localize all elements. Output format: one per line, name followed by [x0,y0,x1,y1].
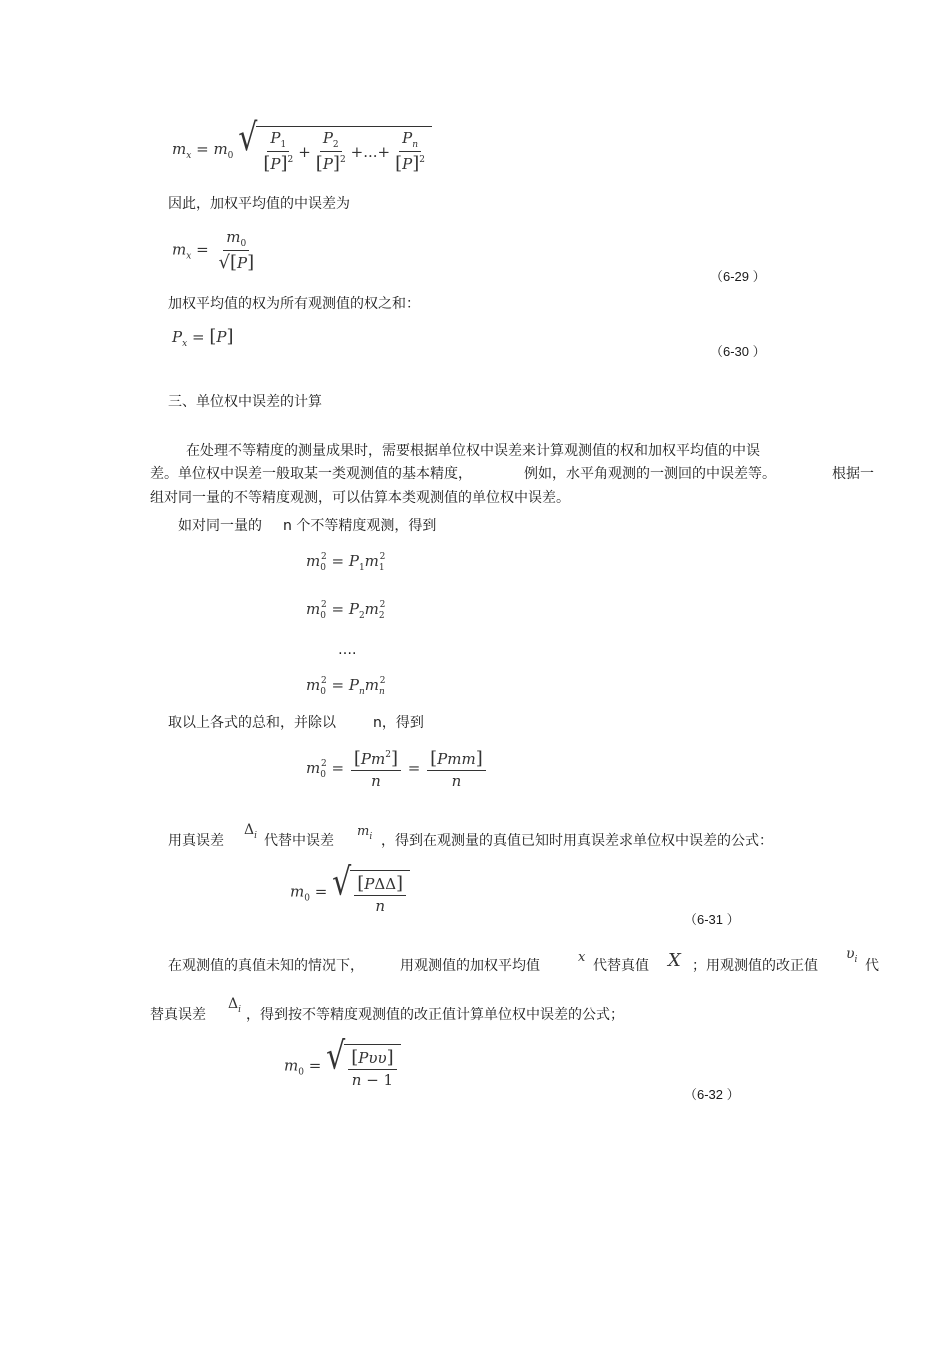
paragraph-n-observations-b: n 个不等精度观测，得到 [283,518,437,534]
symbol-m-i: $m_i$ [357,824,373,842]
paragraph-n-observations-a: 如对同一量的 [178,518,262,534]
paragraph-sum-divide-b: n，得到 [373,715,424,731]
paragraph-intro-line3: 组对同一量的不等精度观测，可以估算本类观测值的单位权中误差。 [150,490,570,506]
formula-6-31: $m_0$ = √ $\frac{\text{[PΔΔ]}}{n}$ [290,870,410,915]
section-title: 三、单位权中误差的计算 [168,394,322,410]
symbol-delta-i-2: $\Delta_i$ [228,996,242,1015]
formula-m0-p2m2: $m_0^2 = P_2m_2^2$ [306,600,386,621]
formula-6-30: $P_x = [P]$ [172,326,234,349]
paragraph-true-error-a: 用真误差 [168,833,224,849]
symbol-v-i: $\upsilon_i$ [846,946,858,965]
ellipsis: …. [338,642,357,658]
paragraph-true-error-c: ，得到在观测量的真值已知时用真误差求单位权中误差的公式： [381,833,773,849]
equation-number-6-29: （6-29 ） [710,269,766,284]
symbol-x: x [578,950,586,965]
paragraph-intro-line1: 在处理不等精度的测量成果时，需要根据单位权中误差来计算观测值的权和加权平均值的中误 [186,443,760,459]
paragraph-replace-true-error-a: 替真误差 [150,1007,206,1023]
paragraph-weight-sum: 加权平均值的权为所有观测值的权之和： [168,296,420,312]
paragraph-intro-line2c: 根据一 [832,466,874,482]
formula-mx-expanded: $m_x = m_0$ √ $\frac{P_1}{[P]^2}$ + $\frac{P_2}{[P]^2}$ +...+ $\frac{P_n}{[P]^2}$ [172,126,432,174]
paragraph-intro-line2b: 例如，水平角观测的一测回的中误差等。 [524,466,776,482]
formula-m0-p1m1: $m_0^2 = P_1m_1^2$ [306,552,386,573]
paragraph-true-error-b: 代替中误差 [264,833,334,849]
paragraph-unknown-true-e: 代 [865,958,879,974]
paragraph-sum-divide-a: 取以上各式的总和，并除以 [168,715,336,731]
paragraph-unknown-true-c: 代替真值 [593,958,649,974]
paragraph-intro-line2a: 差。单位权中误差一般取某一类观测值的基本精度， [150,466,472,482]
paragraph-unknown-true-b: 用观测值的加权平均值 [400,958,540,974]
equation-number-6-31: （6-31 ） [684,912,740,927]
formula-6-32: $m_0$ = √ $\frac{\text{[Pυυ]}}{n - 1}$ [284,1044,401,1089]
paragraph-replace-true-error-b: ，得到按不等精度观测值的改正值计算单位权中误差的公式； [246,1007,624,1023]
formula-m0-pnmn: $m_0^2 = P_nm_n^2$ [306,676,386,697]
symbol-capital-x: X [668,950,681,971]
formula-6-29: $m_x$ = $\frac{m_0}{√[P]}$ [172,228,255,273]
symbol-delta-i: $\Delta_i$ [244,822,258,841]
paragraph-unknown-true-d: ；用观测值的改正值 [692,958,818,974]
paragraph-unknown-true-a: 在观测值的真值未知的情况下， [168,958,364,974]
formula-m0-squared-sum: $m_0^2$ = $\frac{[Pm^2]}{n}$ = $\frac{\text{[Pmm]}}{n}$ [306,748,488,790]
equation-number-6-30: （6-30 ） [710,344,766,359]
paragraph-therefore: 因此，加权平均值的中误差为 [168,196,350,212]
equation-number-6-32: （6-32 ） [684,1087,740,1102]
